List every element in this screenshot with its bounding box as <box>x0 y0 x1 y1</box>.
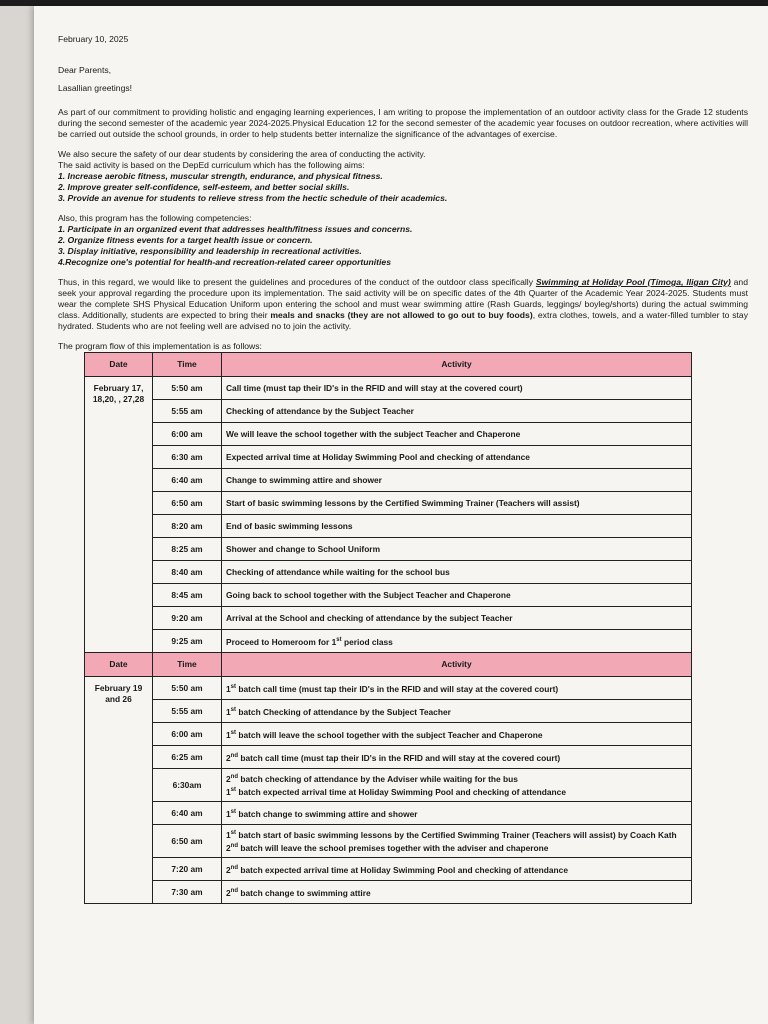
activity-cell <box>222 423 692 446</box>
group2-rows <box>85 677 692 904</box>
venue-highlight: Swimming at Holiday Pool (Tímoga, Iligan City) <box>535 277 731 287</box>
group2-header <box>85 653 692 677</box>
activity-cell <box>222 858 692 881</box>
activity-text: Checking of attendance by the Subject Teacher <box>226 405 414 416</box>
header-activity: Activity <box>222 353 692 377</box>
table-header-row <box>85 353 692 377</box>
activity-cell <box>222 515 692 538</box>
time-cell: 5:55 am <box>153 700 222 723</box>
aims-section <box>58 149 748 204</box>
activity-text: We will leave the school together with the subject Teacher and Chaperone <box>226 428 521 439</box>
aim-item: 2. Improve greater self-confidence, self-esteem, and better social skills. <box>58 182 350 192</box>
table-row <box>85 802 692 825</box>
activity-text: 2nd batch call time (must tap their ID's in the RFID and will stay at the covered court) <box>226 752 561 763</box>
activity-cell <box>222 584 692 607</box>
table-row <box>85 881 692 904</box>
activity-text: 1st batch Checking of attendance by the Subject Teacher <box>226 706 451 717</box>
header-time: Time <box>153 653 222 677</box>
table-row <box>85 746 692 769</box>
guidelines-text-2: and seek your approval regarding the procedure upon its implementation. The said activity will be on specific dates of the 4th Quarter of the Academic Year 2024-2025. Students must wear the complete SHS Physical Education Uniform upon entering the school and must wear swimming attire (Rash Guards, leggings/ boyleg/shorts) during the actual swimming class. Additionally, students are expected to bring their <box>58 277 748 320</box>
letter-page <box>34 6 768 1024</box>
activity-text: Expected arrival time at Holiday Swimming Pool and checking of attendance <box>226 451 530 462</box>
activity-text: Going back to school together with the Subject Teacher and Chaperone <box>226 589 511 600</box>
time-cell: 7:20 am <box>153 858 222 881</box>
activity-cell <box>222 746 692 769</box>
table-row <box>85 446 692 469</box>
letter-body <box>58 34 748 904</box>
activity-cell <box>222 825 692 858</box>
time-cell: 6:50 am <box>153 492 222 515</box>
guidelines-text-1: Thus, in this regard, we would like to present the guidelines and procedures of the conduct of the outdoor class specifically <box>58 277 534 287</box>
activity-cell <box>222 446 692 469</box>
competency-item: 1. Participate in an organized event that addresses health/fitness issues and concerns. <box>58 224 413 234</box>
activity-text: 2nd batch expected arrival time at Holiday Swimming Pool and checking of attendance <box>226 864 568 875</box>
activity-cell <box>222 561 692 584</box>
table-row <box>85 825 692 858</box>
guidelines-paragraph <box>58 277 748 332</box>
activity-text: 1st batch change to swimming attire and shower <box>226 808 418 819</box>
table-row <box>85 400 692 423</box>
activity-text: Checking of attendance while waiting for the school bus <box>226 566 450 577</box>
time-cell: 6:40 am <box>153 802 222 825</box>
time-cell: 9:20 am <box>153 607 222 630</box>
activity-text: 1st batch call time (must tap their ID's in the RFID and will stay at the covered court) <box>226 683 559 694</box>
meals-highlight: meals and snacks (they are not allowed to go out to buy foods) <box>270 310 533 320</box>
competencies-intro: Also, this program has the following competencies: <box>58 213 252 223</box>
time-cell: 6:25 am <box>153 746 222 769</box>
intro-paragraph: As part of our commitment to providing holistic and engaging learning experiences, I am writing to propose the implementation of an outdoor activity class for the Grade 12 students during the second semester of the academic year 2024-2025.Physical Education 12 for the second semester of the academic year focuses on outdoor recreation, where activities will be carried out outside the school grounds, in order to help students better internalize the significance of the advantages of exercise. <box>58 107 748 139</box>
time-cell: 8:25 am <box>153 538 222 561</box>
time-cell: 6:30am <box>153 769 222 802</box>
activity-cell <box>222 492 692 515</box>
program-flow-table <box>84 352 692 904</box>
table-row <box>85 492 692 515</box>
activity-cell <box>222 469 692 492</box>
activity-text: 1st batch will leave the school together with the subject Teacher and Chaperone <box>226 729 543 740</box>
activity-text: Call time (must tap their ID's in the RFID and will stay at the covered court) <box>226 382 523 393</box>
table-row <box>85 377 692 400</box>
table-row <box>85 515 692 538</box>
date-cell: February 17, 18,20, , 27,28 <box>85 377 153 653</box>
time-cell: 5:50 am <box>153 677 222 700</box>
header-activity: Activity <box>222 653 692 677</box>
competency-item: 4.Recognize one's potential for health-and recreation-related career opportunities <box>58 257 391 267</box>
time-cell: 5:50 am <box>153 377 222 400</box>
time-cell: 8:40 am <box>153 561 222 584</box>
table-row <box>85 630 692 653</box>
greeting: Lasallian greetings! <box>58 83 133 93</box>
table-row <box>85 584 692 607</box>
competency-item: 3. Display initiative, responsibility and leadership in recreational activities. <box>58 246 362 256</box>
activity-cell <box>222 400 692 423</box>
header-date: Date <box>85 653 153 677</box>
table-row <box>85 469 692 492</box>
activity-cell <box>222 630 692 653</box>
time-cell: 6:30 am <box>153 446 222 469</box>
activity-text: Shower and change to School Uniform <box>226 543 381 554</box>
header-time: Time <box>153 353 222 377</box>
aims-list <box>58 171 748 204</box>
table-row <box>85 561 692 584</box>
time-cell: 6:50 am <box>153 825 222 858</box>
letter-date: February 10, 2025 <box>58 34 129 44</box>
activity-cell <box>222 802 692 825</box>
header-date: Date <box>85 353 153 377</box>
table-row <box>85 538 692 561</box>
table-row <box>85 423 692 446</box>
activity-text: Change to swimming attire and shower <box>226 474 382 485</box>
time-cell: 6:00 am <box>153 723 222 746</box>
activity-text: Arrival at the School and checking of attendance by the subject Teacher <box>226 612 513 623</box>
date-cell: February 19 and 26 <box>85 677 153 904</box>
table-row <box>85 723 692 746</box>
activity-text: Start of basic swimming lessons by the Certified Swimming Trainer (Teachers will assist) <box>226 497 580 508</box>
activity-cell <box>222 723 692 746</box>
competency-item: 2. Organize fitness events for a target health issue or concern. <box>58 235 313 245</box>
guidelines-text-3: , extra clothes, towels, and a water-filled tumbler to stay hydrated. Students who are not feeling well are advised no to join the activity. <box>58 310 749 331</box>
activity-text: 1st batch expected arrival time at Holiday Swimming Pool and checking of attendance <box>226 786 566 797</box>
activity-cell <box>222 677 692 700</box>
aim-item: 1. Increase aerobic fitness, muscular strength, endurance, and physical fitness. <box>58 171 383 181</box>
time-cell: 8:20 am <box>153 515 222 538</box>
time-cell: 7:30 am <box>153 881 222 904</box>
activity-cell <box>222 607 692 630</box>
activity-cell <box>222 881 692 904</box>
activity-text: 2nd batch change to swimming attire <box>226 887 371 898</box>
salutation: Dear Parents, <box>58 65 112 75</box>
table-row <box>85 677 692 700</box>
table-row <box>85 769 692 802</box>
safety-line: We also secure the safety of our dear students by considering the area of conducting the activity. <box>58 149 426 159</box>
time-cell: 9:25 am <box>153 630 222 653</box>
activity-text: 1st batch start of basic swimming lessons by the Certified Swimming Trainer (Teachers will assist) by Coach Kath <box>226 830 677 840</box>
table-row <box>85 607 692 630</box>
activity-cell <box>222 769 692 802</box>
activity-cell <box>222 700 692 723</box>
activity-text: Proceed to Homeroom for 1st period class <box>226 636 393 647</box>
activity-text: 2nd batch checking of attendance by the Adviser while waiting for the bus <box>226 774 518 784</box>
table-row <box>85 858 692 881</box>
time-cell: 5:55 am <box>153 400 222 423</box>
competencies-section <box>58 213 748 268</box>
table-intro: The program flow of this implementation is as follows: <box>58 341 262 351</box>
time-cell: 6:40 am <box>153 469 222 492</box>
group1-rows <box>85 377 692 653</box>
activity-cell <box>222 538 692 561</box>
table-row <box>85 700 692 723</box>
activity-text: End of basic swimming lessons <box>226 520 353 531</box>
activity-text: 2nd batch will leave the school premises together with the adviser and chaperone <box>226 842 549 853</box>
aims-intro: The said activity is based on the DepEd curriculum which has the following aims: <box>58 160 365 170</box>
table-header-row <box>85 653 692 677</box>
aim-item: 3. Provide an avenue for students to relieve stress from the hectic schedule of their academics. <box>58 193 448 203</box>
time-cell: 6:00 am <box>153 423 222 446</box>
competencies-list <box>58 224 748 268</box>
activity-cell <box>222 377 692 400</box>
time-cell: 8:45 am <box>153 584 222 607</box>
